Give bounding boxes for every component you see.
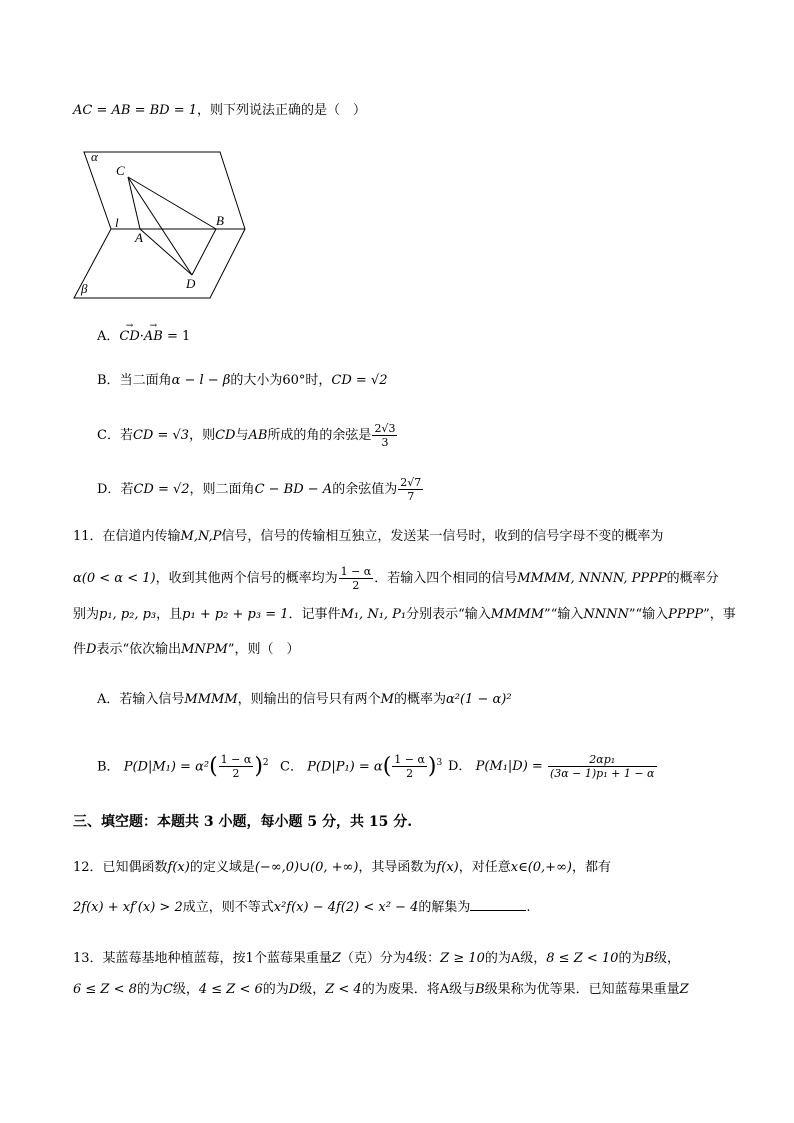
fraction	[392, 753, 427, 780]
q11-line-1	[73, 527, 663, 547]
text: 13．某蓝莓基地种植蓝莓，按1个蓝莓果重量	[73, 951, 332, 966]
math: Z	[679, 982, 689, 997]
dot-operator: ·	[139, 329, 144, 344]
math: M	[380, 692, 394, 707]
fraction	[372, 422, 397, 449]
text: 的为	[618, 951, 645, 966]
q11-option-c[interactable]	[280, 753, 442, 780]
q10-stem	[73, 101, 366, 121]
paren: )	[254, 753, 263, 779]
math: P(M₁|D) =	[475, 759, 543, 774]
math: PPPP	[668, 607, 704, 622]
text: 信号，信号的传输相互独立，发送某一信号时，收到的信号字母不变的概率为	[221, 529, 664, 544]
math: M₁, N₁, P₁	[340, 607, 407, 622]
math: 6 ≤ Z < 8	[73, 982, 137, 997]
option-text: 当二面角	[119, 373, 172, 388]
text: 件	[73, 642, 87, 657]
text: ，都有	[571, 860, 611, 875]
fraction-numerator: 1 − α	[220, 753, 252, 767]
fraction-numerator: 2αp₁	[548, 753, 657, 767]
text: ，且	[156, 607, 183, 622]
paren: (	[382, 753, 392, 779]
text: 级，	[654, 951, 681, 966]
text: 的定义域是	[189, 860, 255, 875]
fraction-denominator: 3	[381, 436, 389, 449]
paren: (	[209, 753, 218, 779]
option-text: 的余弦值为	[332, 482, 398, 497]
exponent: 3	[436, 758, 443, 768]
q13-line-2	[73, 980, 689, 1000]
text: 表示“依次输出	[96, 642, 182, 657]
fraction-denominator: 2	[406, 767, 414, 781]
option-label: B．	[97, 759, 120, 775]
math: α − l − β	[171, 373, 231, 388]
vector-cd: → CD	[119, 327, 139, 347]
fraction-denominator: 7	[407, 490, 415, 503]
q11-option-a[interactable]	[97, 690, 512, 710]
math: α(0 < α < 1)	[73, 571, 156, 586]
text: ”“输入	[544, 607, 584, 622]
math: MNPM	[181, 642, 228, 657]
q10-stem-text: ，则下列说法正确的是（ ）	[197, 103, 367, 118]
text: ，对任意	[458, 860, 511, 875]
text: ．记事件	[288, 607, 341, 622]
text: ，其导函数为	[358, 860, 437, 875]
q13-line-1	[73, 949, 680, 969]
math: 2f(x) + xf′(x) > 2	[73, 900, 183, 915]
option-label: D．	[448, 759, 472, 774]
math: 8 ≤ Z < 10	[546, 951, 619, 966]
math: C − BD − A	[254, 482, 333, 497]
segment-BD	[192, 229, 216, 275]
q12-line-1	[73, 858, 611, 878]
math: MMMM	[490, 607, 545, 622]
label-beta: β	[81, 281, 88, 296]
q10-option-d[interactable]	[97, 476, 424, 503]
q10-option-a[interactable]	[97, 327, 190, 347]
label-l: l	[115, 215, 119, 230]
math: NNNN	[583, 607, 629, 622]
label-C: C	[116, 163, 125, 178]
text: ”，事	[703, 607, 736, 622]
option-text: ，则	[189, 428, 216, 443]
math: x²f(x) − 4f(2) < x² − 4	[273, 900, 419, 915]
text: 的为废果．将A级与	[361, 982, 476, 997]
text: ”“输入	[628, 607, 669, 622]
label-B: B	[216, 213, 224, 228]
fraction-numerator: 1 − α	[340, 565, 372, 578]
fraction	[339, 565, 374, 592]
text: 11．在信道内传输	[73, 529, 181, 544]
math: α²(1 − α)²	[446, 692, 512, 707]
math: f(x)	[167, 860, 190, 875]
label-alpha: α	[91, 149, 98, 164]
math: Z ≥ 10	[440, 951, 485, 966]
text: （克）分为4级：	[340, 951, 441, 966]
text: .	[526, 900, 531, 915]
math: P(D|P₁) = α	[307, 759, 383, 775]
exponent: 2	[262, 758, 269, 768]
math: B	[475, 982, 485, 997]
text: 成立，则不等式	[182, 900, 274, 915]
math: CD = √3	[132, 428, 190, 443]
q12-line-2	[73, 898, 531, 918]
math: x∈(0,+∞)	[510, 860, 572, 875]
vector-ab: → AB	[144, 327, 163, 347]
text: 的为	[136, 982, 163, 997]
math: Z < 4	[325, 982, 362, 997]
math: CD = √2	[133, 482, 190, 497]
q10-option-b[interactable]	[97, 371, 388, 391]
segment-CD	[128, 177, 192, 275]
math: Z	[331, 951, 341, 966]
label-D: D	[186, 276, 196, 291]
math: CD = √2	[331, 373, 388, 388]
label-A: A	[135, 230, 143, 245]
text: ”，则（ ）	[227, 642, 300, 657]
text: 的为A级，	[484, 951, 547, 966]
option-text: 若输入信号	[119, 692, 185, 707]
option-text: 的概率为	[393, 692, 446, 707]
fraction	[548, 753, 657, 780]
math-rhs: = 1	[162, 329, 191, 344]
answer-blank[interactable]	[470, 898, 526, 911]
math: D	[288, 982, 300, 997]
math: P(D|M₁) = α²	[123, 759, 210, 775]
option-text: 若	[119, 428, 133, 443]
text: 的为	[262, 982, 289, 997]
math: p₁, p₂, p₃	[99, 607, 157, 622]
math: AB	[248, 428, 268, 443]
text: 级，	[299, 982, 326, 997]
q10-figure	[70, 145, 250, 305]
q11-option-b[interactable]	[97, 753, 269, 780]
option-text: 与	[235, 428, 249, 443]
text: 级，	[172, 982, 199, 997]
section-heading: 三、填空题：本题共 3 小题，每小题 5 分，共 15 分.	[73, 814, 413, 830]
option-text: 所成的角的余弦是	[267, 428, 372, 443]
fraction-numerator: 2√3	[374, 422, 396, 435]
q11-line-2	[73, 565, 719, 592]
q11-line-4	[73, 640, 300, 660]
q10-option-c[interactable]	[97, 422, 398, 449]
fraction	[398, 476, 423, 503]
text: 级果称为优等果．已知蓝莓果重量	[484, 982, 680, 997]
fraction	[219, 753, 254, 780]
math: p₁ + p₂ + p₃ = 1	[182, 607, 289, 622]
text: ．若输入四个相同的信号	[374, 571, 518, 586]
option-label: D．	[97, 482, 121, 497]
option-text: 的大小为60°时，	[230, 373, 332, 388]
option-label: C．	[97, 428, 120, 443]
math: M,N,P	[180, 529, 222, 544]
option-label: A．	[97, 692, 120, 707]
text: 的概率分	[666, 571, 719, 586]
math: D	[86, 642, 97, 657]
text: ，收到其他两个信号的概率均为	[155, 571, 338, 586]
option-text: ，则输出的信号只有两个	[237, 692, 381, 707]
q10-stem-math: AC = AB = BD = 1	[73, 103, 197, 118]
fraction-denominator: (3α − 1)p₁ + 1 − α	[549, 767, 655, 780]
text: 别为	[73, 607, 100, 622]
option-text: ，则二面角	[189, 482, 255, 497]
fraction-numerator: 2√7	[400, 476, 422, 489]
math: (−∞,0)∪(0, +∞)	[254, 860, 359, 875]
q11-line-3	[73, 605, 736, 625]
math: MMMM	[184, 692, 238, 707]
text: 12．已知偶函数	[73, 860, 168, 875]
text: 的解集为	[418, 900, 471, 915]
fraction-numerator: 1 − α	[394, 753, 425, 767]
paren: )	[427, 753, 437, 779]
option-label: B．	[97, 373, 120, 388]
math: CD	[215, 428, 236, 443]
math: B	[644, 951, 655, 966]
text: 分别表示“输入	[406, 607, 491, 622]
segment-CA	[128, 177, 140, 229]
fraction-denominator: 2	[232, 767, 240, 781]
option-label: A．	[97, 329, 120, 344]
math: f(x)	[436, 860, 459, 875]
fraction-denominator: 2	[352, 579, 360, 592]
option-label: C．	[280, 759, 303, 775]
plane-beta	[74, 229, 245, 298]
math: MMMM, NNNN, PPPP	[517, 571, 667, 586]
q11-option-d[interactable]	[448, 753, 658, 780]
math: C	[162, 982, 173, 997]
math: 4 ≤ Z < 6	[198, 982, 263, 997]
segment-CB	[128, 177, 216, 229]
option-text: 若	[120, 482, 134, 497]
